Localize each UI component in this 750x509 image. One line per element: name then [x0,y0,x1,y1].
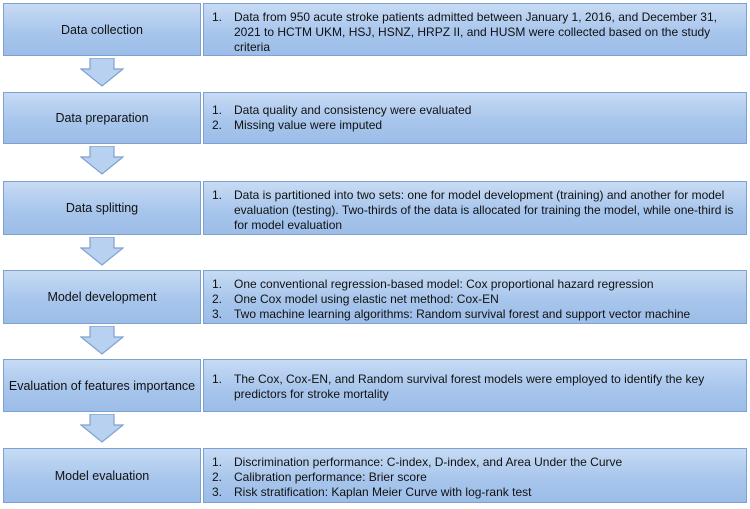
down-arrow-icon [80,326,124,355]
list-item: 1. Discrimination performance: C-index, D-index, and Area Under the Curve [212,455,623,469]
list-item: 1. The Cox, Cox-EN, and Random survival forest models were employed to identify the key predictors for stroke mortality [212,372,705,401]
down-arrow-icon [80,237,124,266]
step-body-evaluation-features [203,359,747,412]
step-label-evaluation-features: Evaluation of features importance [3,359,201,412]
list-item: 2. Calibration performance: Brier score [212,470,427,484]
list-item: 2. Missing value were imputed [212,118,383,132]
list-item: 1. Data from 950 acute stroke patients admitted between January 1, 2016, and December 31, 2021 to HCTM UKM, HSJ, HSNZ, HRPZ II, and HUSM were collected based on the study criteria [212,10,717,54]
down-arrow-icon [80,414,124,443]
step-body-data-collection [203,3,747,56]
down-arrow-icon [80,58,124,87]
step-label-model-evaluation: Model evaluation [3,448,201,503]
list-item: 3. Two machine learning algorithms: Random survival forest and support vector machine [212,307,691,321]
list-item: 1. Data quality and consistency were evaluated [212,103,472,117]
step-label-data-collection: Data collection [3,3,201,56]
step-body-data-splitting [203,181,747,235]
step-label-data-splitting: Data splitting [3,181,201,235]
step-label-data-preparation: Data preparation [3,92,201,144]
down-arrow-icon [80,146,124,175]
step-label-model-development: Model development [3,270,201,324]
step-body-data-preparation [203,92,747,144]
step-body-model-evaluation [203,448,747,503]
step-body-model-development [203,270,747,324]
list-item: 2. One Cox model using elastic net method: Cox-EN [212,292,499,306]
list-item: 1. Data is partitioned into two sets: one for model development (training) and another for model evaluation (testing). Two-thirds of the data is allocated for training the model, while one-third is for model evaluation [212,188,734,232]
list-item: 1. One conventional regression-based model: Cox proportional hazard regression [212,277,654,291]
list-item: 3. Risk stratification: Kaplan Meier Curve with log-rank test [212,485,532,499]
